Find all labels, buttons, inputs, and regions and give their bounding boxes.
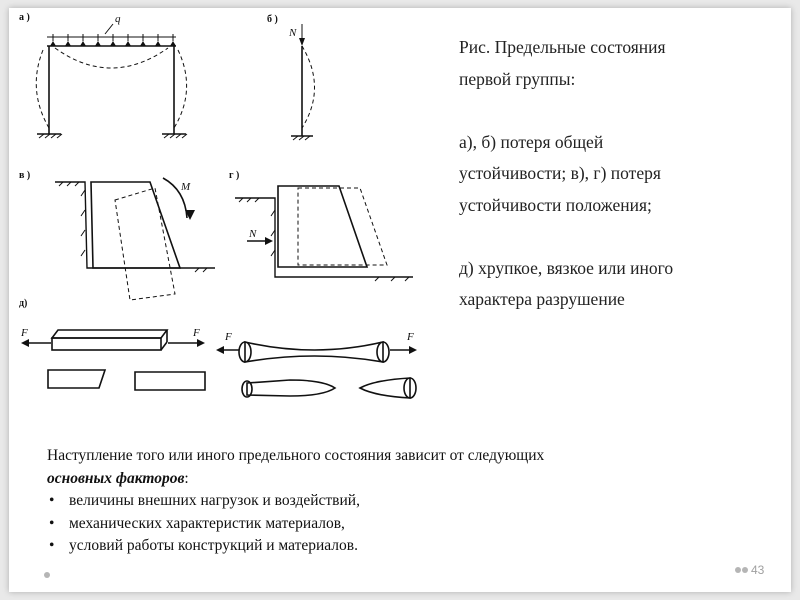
slide bbox=[9, 8, 791, 592]
force-f1-label: F bbox=[21, 327, 28, 339]
label-b: б ) bbox=[267, 14, 278, 25]
force-n2-label: N bbox=[249, 228, 257, 240]
page-number: 43 bbox=[751, 563, 765, 577]
label-g: г ) bbox=[229, 170, 240, 181]
load-q-label: q bbox=[115, 13, 121, 25]
label-v: в ) bbox=[19, 170, 31, 181]
label-d: д) bbox=[19, 298, 28, 309]
figure-drawing bbox=[15, 10, 419, 400]
footer-dot bbox=[742, 567, 748, 573]
force-f2-label: F bbox=[193, 327, 200, 339]
brittle-bar bbox=[52, 330, 167, 338]
list-item: • величины внешних нагрузок и воздействий, bbox=[47, 490, 747, 513]
caption-line: устойчивости положения; bbox=[459, 194, 652, 215]
footer-dot bbox=[735, 567, 741, 573]
intro-text: Наступление того или иного предельного состояния зависит от следующих bbox=[47, 447, 545, 464]
force-f4-label: F bbox=[407, 331, 414, 343]
caption-line: а), б) потеря общей bbox=[459, 131, 604, 152]
list-item: • условий работы конструкций и материалов. bbox=[47, 535, 747, 558]
intro-paragraph bbox=[47, 445, 747, 490]
caption-line: д) хрупкое, вязкое или иного bbox=[459, 257, 674, 278]
list-item: • механических характеристик материалов, bbox=[47, 513, 747, 536]
force-f3-label: F bbox=[225, 331, 232, 343]
figure-caption bbox=[459, 32, 779, 316]
factors-text bbox=[47, 445, 747, 558]
sliding-wall bbox=[278, 186, 367, 267]
brittle-bar-front bbox=[52, 338, 161, 350]
factors-list bbox=[47, 490, 747, 558]
ductile-bar bbox=[245, 342, 383, 362]
factors-label: основных факторов bbox=[47, 469, 185, 487]
limit-states-figure bbox=[15, 10, 419, 400]
force-n-label: N bbox=[289, 27, 297, 39]
caption-line: Рис. Предельные состояния bbox=[459, 37, 666, 57]
caption-line: первой группы: bbox=[459, 68, 576, 89]
factors-colon: : bbox=[184, 469, 189, 487]
retaining-wall bbox=[91, 182, 180, 268]
label-a: а ) bbox=[19, 12, 30, 23]
caption-line: устойчивости; в), г) потеря bbox=[459, 163, 661, 183]
footer-dot bbox=[44, 572, 50, 578]
moment-m-label: M bbox=[181, 181, 191, 193]
caption-line: характера разрушение bbox=[459, 289, 625, 309]
